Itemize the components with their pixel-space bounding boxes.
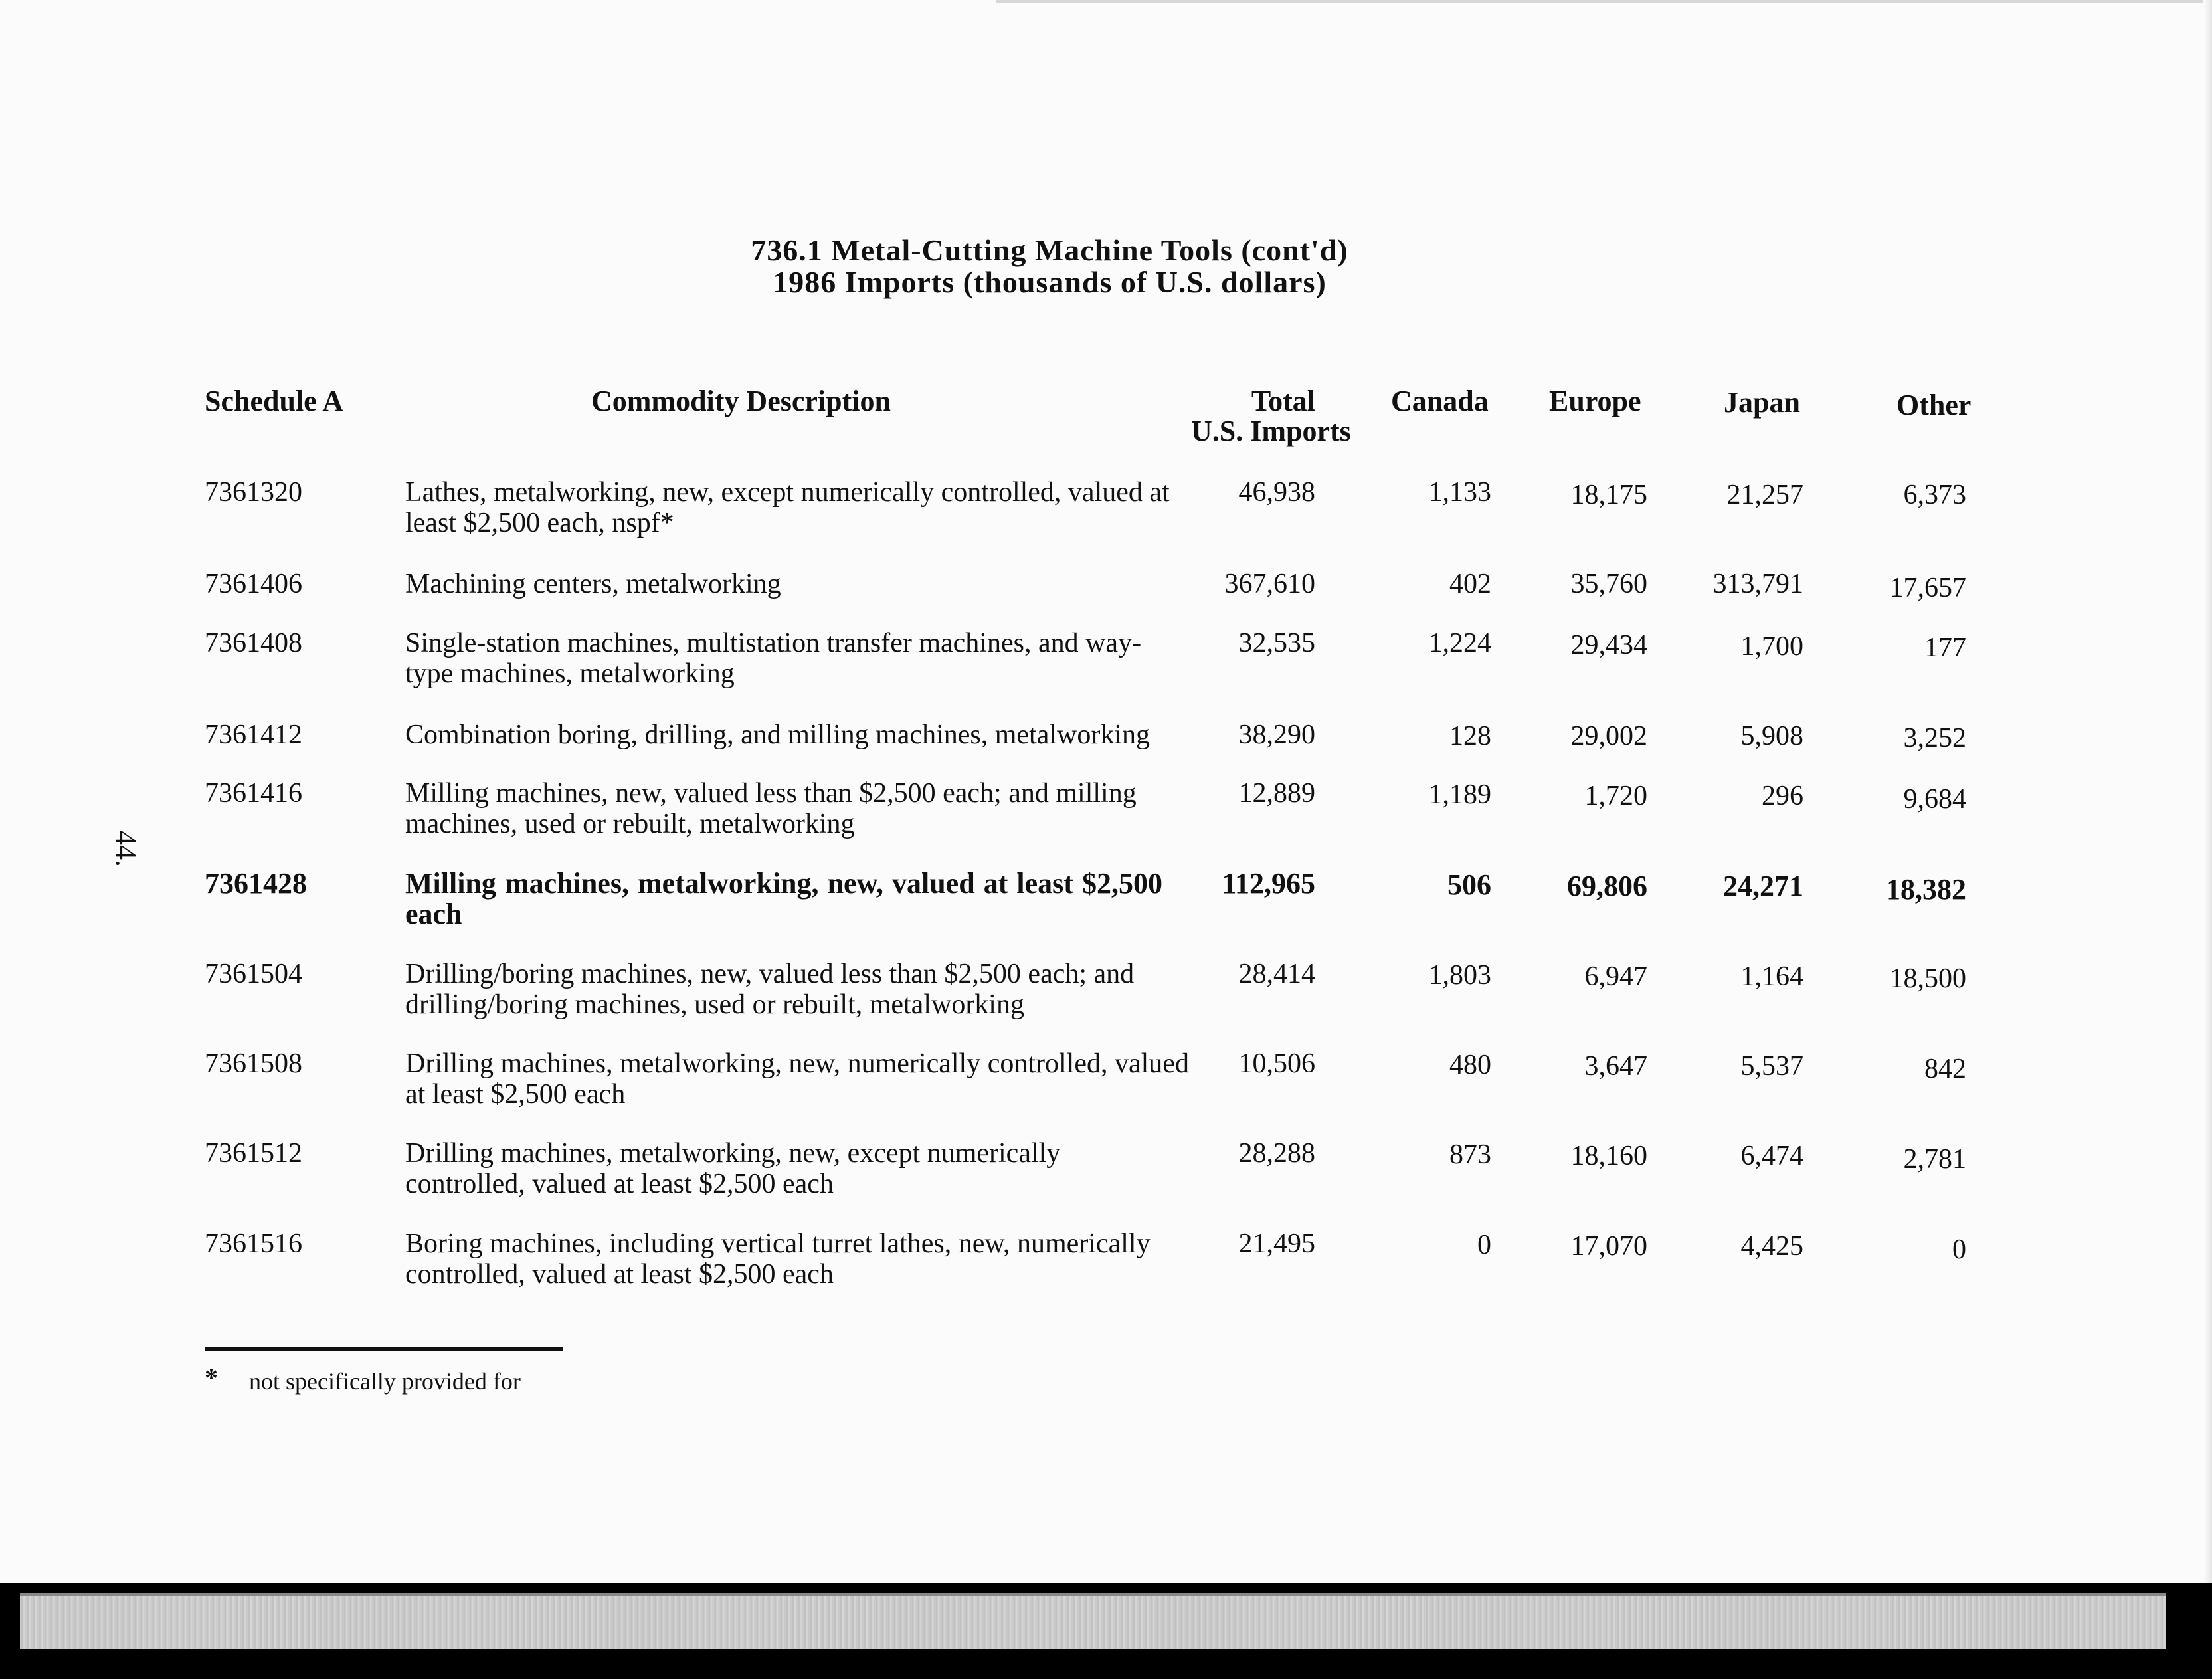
footnote-mark: * bbox=[205, 1363, 218, 1393]
cell-schedule: 7361320 bbox=[205, 477, 302, 508]
cell-other: 0 bbox=[1952, 1235, 1966, 1265]
cell-other: 177 bbox=[1924, 633, 1966, 663]
cell-other: 842 bbox=[1924, 1054, 1966, 1084]
cell-canada: 1,224 bbox=[1428, 628, 1491, 658]
cell-japan: 1,700 bbox=[1740, 631, 1803, 662]
cell-total: 10,506 bbox=[1238, 1048, 1315, 1079]
cell-japan: 1,164 bbox=[1740, 961, 1803, 992]
cell-other: 18,382 bbox=[1886, 873, 1966, 906]
scan-bottom-texture bbox=[20, 1593, 2166, 1649]
cell-europe: 18,175 bbox=[1570, 480, 1647, 510]
document-title: 736.1 Metal-Cutting Machine Tools (cont'd) bbox=[751, 233, 1348, 267]
cell-japan: 313,791 bbox=[1712, 569, 1803, 599]
cell-canada: 0 bbox=[1477, 1230, 1491, 1260]
cell-schedule: 7361408 bbox=[205, 628, 302, 658]
cell-canada: 1,803 bbox=[1428, 960, 1491, 991]
cell-europe: 29,002 bbox=[1570, 721, 1647, 751]
document-subtitle: 1986 Imports (thousands of U.S. dollars) bbox=[773, 265, 1327, 299]
cell-total: 38,290 bbox=[1238, 720, 1315, 750]
cell-japan: 5,908 bbox=[1740, 721, 1803, 751]
cell-europe: 3,647 bbox=[1584, 1051, 1647, 1082]
cell-canada: 128 bbox=[1449, 721, 1491, 751]
cell-japan: 24,271 bbox=[1723, 870, 1803, 902]
cell-canada: 480 bbox=[1449, 1050, 1491, 1080]
cell-other: 17,657 bbox=[1889, 573, 1966, 603]
cell-total: 112,965 bbox=[1222, 867, 1315, 900]
cell-total: 21,495 bbox=[1238, 1229, 1315, 1259]
header-total-line1: Total bbox=[1251, 385, 1315, 417]
cell-description: Milling machines, metalworking, new, valued at least $2,500 each bbox=[405, 867, 1162, 930]
cell-description: Drilling/boring machines, new, valued less than $2,500 each; and drilling/boring machines, used or rebuilt, metalworking bbox=[405, 959, 1135, 1020]
cell-europe: 35,760 bbox=[1570, 569, 1647, 599]
header-canada: Canada bbox=[1391, 385, 1489, 417]
cell-schedule: 7361428 bbox=[205, 867, 307, 900]
scan-edge-right bbox=[2203, 0, 2212, 1621]
cell-europe: 1,720 bbox=[1584, 781, 1647, 811]
cell-japan: 4,425 bbox=[1740, 1231, 1803, 1262]
header-europe: Europe bbox=[1549, 385, 1641, 417]
cell-schedule: 7361416 bbox=[205, 778, 302, 809]
cell-description: Combination boring, drilling, and milling machines, metalworking bbox=[405, 720, 1151, 750]
cell-europe: 18,160 bbox=[1570, 1141, 1647, 1171]
cell-description: Drilling machines, metalworking, new, numerically controlled, valued at least $2,500 each bbox=[405, 1048, 1189, 1110]
header-description: Commodity Description bbox=[591, 385, 891, 417]
scan-edge-top bbox=[996, 0, 2212, 3]
cell-total: 32,535 bbox=[1238, 628, 1315, 658]
cell-other: 3,252 bbox=[1903, 723, 1966, 753]
cell-europe: 17,070 bbox=[1570, 1231, 1647, 1262]
cell-description: Boring machines, including vertical turret lathes, new, numerically controlled, valued at least $2,500 each bbox=[405, 1229, 1151, 1290]
cell-description: Lathes, metalworking, new, except numerically controlled, valued at least $2,500 each, nspf* bbox=[405, 477, 1170, 538]
header-japan: Japan bbox=[1724, 386, 1800, 419]
side-page-number: 44. bbox=[110, 831, 142, 867]
cell-schedule: 7361406 bbox=[205, 569, 302, 599]
header-other: Other bbox=[1896, 389, 1972, 421]
cell-other: 2,781 bbox=[1903, 1144, 1966, 1175]
cell-other: 6,373 bbox=[1903, 480, 1966, 510]
header-total-line2: U.S. Imports bbox=[1191, 415, 1351, 447]
cell-other: 18,500 bbox=[1889, 963, 1966, 994]
cell-japan: 296 bbox=[1762, 781, 1803, 811]
cell-total: 28,288 bbox=[1238, 1138, 1315, 1169]
cell-schedule: 7361516 bbox=[205, 1229, 302, 1259]
cell-japan: 21,257 bbox=[1726, 480, 1803, 510]
cell-europe: 69,806 bbox=[1567, 870, 1647, 902]
cell-schedule: 7361508 bbox=[205, 1048, 302, 1079]
cell-total: 12,889 bbox=[1238, 778, 1315, 809]
cell-total: 46,938 bbox=[1238, 477, 1315, 508]
cell-canada: 506 bbox=[1447, 868, 1491, 901]
cell-japan: 6,474 bbox=[1740, 1141, 1803, 1171]
cell-schedule: 7361504 bbox=[205, 959, 302, 989]
cell-japan: 5,537 bbox=[1740, 1051, 1803, 1082]
cell-canada: 873 bbox=[1449, 1139, 1491, 1170]
footnote-text: not specifically provided for bbox=[249, 1368, 521, 1395]
cell-description: Machining centers, metalworking bbox=[405, 569, 781, 599]
footnote-divider bbox=[205, 1347, 563, 1351]
cell-schedule: 7361412 bbox=[205, 720, 302, 750]
cell-schedule: 7361512 bbox=[205, 1138, 302, 1169]
cell-description: Single-station machines, multistation transfer machines, and way-type machines, metalworking bbox=[405, 628, 1142, 689]
cell-canada: 402 bbox=[1449, 569, 1491, 599]
cell-description: Milling machines, new, valued less than $2,500 each; and milling machines, used or rebuilt, metalworking bbox=[405, 778, 1137, 839]
cell-total: 28,414 bbox=[1238, 959, 1315, 989]
cell-europe: 6,947 bbox=[1584, 961, 1647, 992]
cell-canada: 1,189 bbox=[1428, 779, 1491, 810]
cell-canada: 1,133 bbox=[1428, 477, 1491, 508]
cell-total: 367,610 bbox=[1224, 569, 1315, 599]
cell-other: 9,684 bbox=[1903, 784, 1966, 815]
cell-description: Drilling machines, metalworking, new, except numerically controlled, valued at least $2,500 each bbox=[405, 1138, 1061, 1199]
header-schedule: Schedule A bbox=[205, 385, 344, 417]
cell-europe: 29,434 bbox=[1570, 630, 1647, 660]
